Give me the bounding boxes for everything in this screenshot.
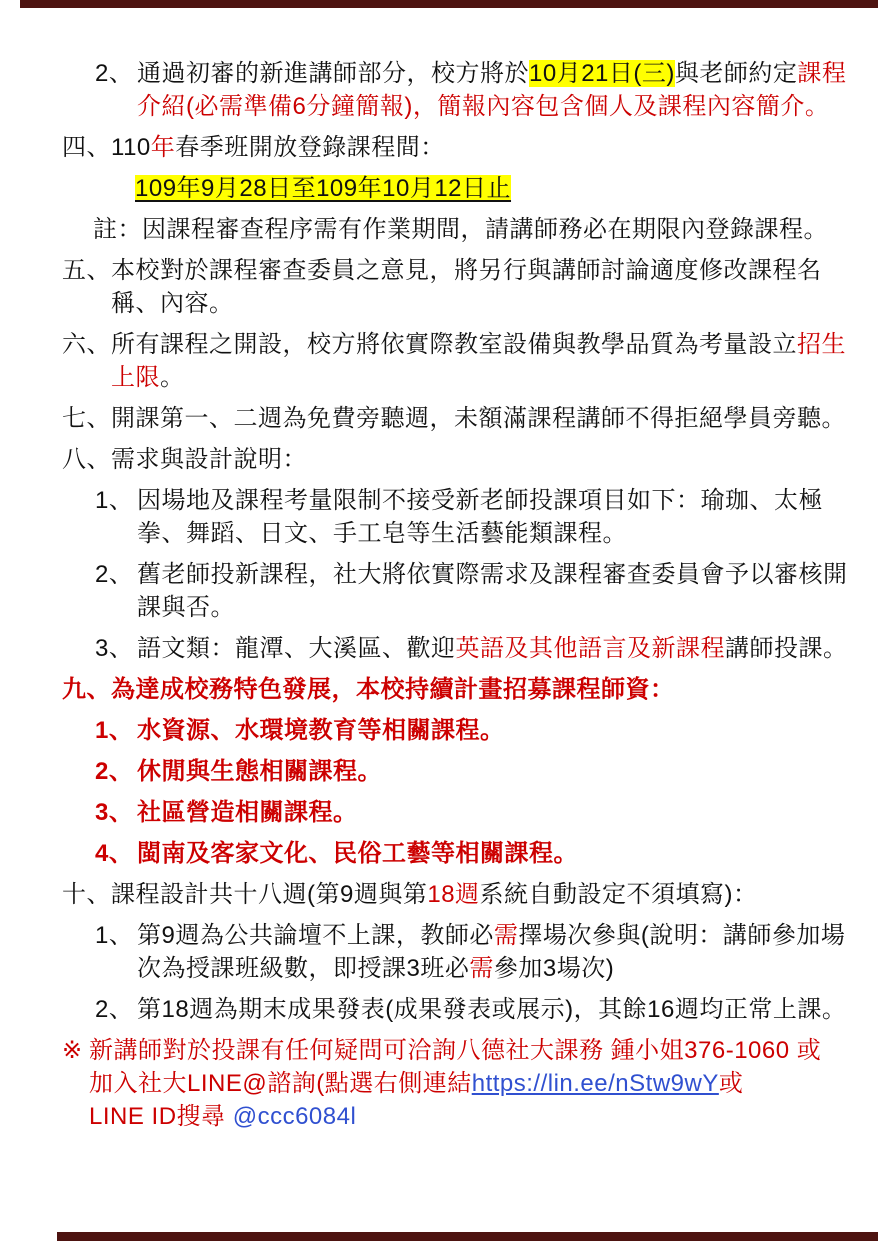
footnote-line-3 xyxy=(89,1100,864,1133)
item-4-number: 四、 xyxy=(62,134,111,161)
item-9-run-0: 為達成校務特色發展，本校持續計畫招募課程師資： xyxy=(111,676,675,703)
item-8-sub-2-number: 2、 xyxy=(95,561,134,588)
item-8-sub-1 xyxy=(62,484,864,550)
item-9-sub-1-number: 1、 xyxy=(95,717,134,744)
item-9-sub-4-number: 4、 xyxy=(95,840,134,867)
item-2-run-red: 課程介紹(必需準備6分鐘簡報)，簡報內容包含個人及課程內容簡介。 xyxy=(137,60,847,120)
item-5 xyxy=(62,254,864,320)
item-6-run-0: 所有課程之開設，校方將依實際教室設備與教學品質為考量設立 xyxy=(111,331,797,358)
item-7-text xyxy=(111,402,864,435)
item-8-sub-1-run-0: 因場地及課程考量限制不接受新老師投課項目如下：瑜珈、太極拳、舞蹈、日文、手工皂等生活藝能類課程。 xyxy=(137,487,823,547)
item-9-sub-3-text xyxy=(137,796,864,829)
item-6-text xyxy=(111,328,864,394)
item-4 xyxy=(62,131,864,164)
footnote-marker: ※ xyxy=(62,1037,83,1064)
item-10-run-2: 系統自動設定不須填寫)： xyxy=(479,881,758,908)
registration-period xyxy=(62,172,864,205)
footnote-line-2 xyxy=(89,1067,864,1100)
item-9-sub-2 xyxy=(62,755,864,788)
note-text: 註：因課程審查程序需有作業期間，請講師務必在期限內登錄課程。 xyxy=(93,216,828,243)
item-9-sub-1-text xyxy=(137,714,864,747)
item-10-sub-1-run-red-a: 需 xyxy=(493,922,519,949)
item-8-text xyxy=(111,443,864,476)
item-8-sub-1-text xyxy=(137,484,864,550)
document-body xyxy=(62,57,864,1141)
item-10-sub-2-run-0: 第18週為期末成果發表(成果發表或展示)，其餘16週均正常上課。 xyxy=(137,996,847,1023)
item-8-sub-3-text xyxy=(137,632,864,665)
item-2-number: 2、 xyxy=(95,60,134,87)
item-8-sub-3 xyxy=(62,632,864,665)
item-2-text xyxy=(137,57,864,123)
item-10-sub-2 xyxy=(62,993,864,1026)
item-5-number: 五、 xyxy=(62,257,111,284)
item-8-sub-1-number: 1、 xyxy=(95,487,134,514)
item-10-sub-1-run-4: 參加3場次) xyxy=(493,955,615,982)
item-5-text xyxy=(111,254,864,320)
item-2-date-highlight: 10月21日(三) xyxy=(529,60,675,87)
footnote xyxy=(62,1034,864,1133)
item-8-sub-3-run-red: 英語及其他語言及新課程 xyxy=(455,635,725,662)
item-8 xyxy=(62,443,864,476)
item-10-sub-1-text xyxy=(137,919,864,985)
footnote-line-2-tail: 或 xyxy=(718,1070,744,1097)
item-9-sub-1 xyxy=(62,714,864,747)
item-8-sub-3-number: 3、 xyxy=(95,635,134,662)
item-10-sub-1-run-0: 第9週為公共論壇不上課，教師必 xyxy=(137,922,494,949)
item-8-sub-3-run-2: 講師投課。 xyxy=(725,635,848,662)
item-9-sub-3-number: 3、 xyxy=(95,799,134,826)
item-10-sub-2-number: 2、 xyxy=(95,996,134,1023)
item-6-run-red: 招生上限 xyxy=(111,331,846,391)
item-10-run-red: 18週 xyxy=(427,881,480,908)
item-10-run-0: 課程設計共十八週(第9週與第 xyxy=(111,881,428,908)
footnote-line-3-text: LINE ID搜尋 xyxy=(89,1103,233,1130)
item-4-run-0: 110 xyxy=(111,134,151,161)
item-2-run-0: 通過初審的新進講師部分，校方將於 xyxy=(137,60,529,87)
item-4-text xyxy=(111,131,864,164)
item-5-run-0: 本校對於課程審查委員之意見，將另行與講師討論適度修改課程名稱、內容。 xyxy=(111,257,822,317)
item-9-number: 九、 xyxy=(62,676,111,703)
item-8-number: 八、 xyxy=(62,446,111,473)
item-6-run-2: 。 xyxy=(160,364,185,391)
item-8-sub-2-run-0: 舊老師投新課程，社大將依實際需求及課程審查委員會予以審核開課與否。 xyxy=(137,561,848,621)
item-9-sub-4-text xyxy=(137,837,864,870)
line-url-link[interactable]: https://lin.ee/nStw9wY xyxy=(471,1070,719,1097)
top-border-bar xyxy=(20,0,878,8)
item-7-number: 七、 xyxy=(62,405,111,432)
item-8-sub-2 xyxy=(62,558,864,624)
registration-period-highlight: 109年9月28日至109年10月12日止 xyxy=(135,175,512,202)
item-8-sub-3-run-0: 語文類：龍潭、大溪區、歡迎 xyxy=(137,635,456,662)
item-9-sub-2-text xyxy=(137,755,864,788)
note-line xyxy=(62,213,864,246)
item-9-sub-1-run-0: 水資源、水環境教育等相關課程。 xyxy=(137,717,505,744)
item-8-run-0: 需求與設計說明： xyxy=(111,446,307,473)
item-9-sub-4 xyxy=(62,837,864,870)
item-9-text xyxy=(111,673,864,706)
item-2-run-2: 與老師約定 xyxy=(674,60,798,87)
item-6-number: 六、 xyxy=(62,331,111,358)
item-10-sub-2-text xyxy=(137,993,864,1026)
footnote-text xyxy=(89,1034,864,1133)
footnote-line-1-text: 新講師對於投課有任何疑問可洽詢八德社大課務 鍾小姐376-1060 或 xyxy=(89,1037,822,1064)
item-9-sub-2-run-0: 休閒與生態相關課程。 xyxy=(137,758,382,785)
item-4-run-red: 年 xyxy=(150,134,176,161)
item-2 xyxy=(62,57,864,123)
item-8-sub-2-text xyxy=(137,558,864,624)
bottom-border-bar xyxy=(57,1232,878,1241)
item-10-sub-1-number: 1、 xyxy=(95,922,134,949)
item-10-number: 十、 xyxy=(62,881,111,908)
item-10-sub-1 xyxy=(62,919,864,985)
item-10-sub-1-run-2: 擇場次參與(說明：講師參加場次為授課班級數，即授課3班必 xyxy=(137,922,846,982)
item-10 xyxy=(62,878,864,911)
line-id-value: @ccc6084l xyxy=(232,1103,357,1130)
item-9-sub-3-run-0: 社區營造相關課程。 xyxy=(137,799,358,826)
item-9-sub-2-number: 2、 xyxy=(95,758,134,785)
footnote-line-1 xyxy=(89,1034,864,1067)
footnote-line-2-text: 加入社大LINE@諮詢(點選右側連結 xyxy=(89,1070,472,1097)
item-9-sub-3 xyxy=(62,796,864,829)
item-4-run-2: 春季班開放登錄課程間： xyxy=(175,134,445,161)
item-7 xyxy=(62,402,864,435)
item-10-sub-1-run-red-b: 需 xyxy=(469,955,494,982)
item-6 xyxy=(62,328,864,394)
item-9-sub-4-run-0: 閩南及客家文化、民俗工藝等相關課程。 xyxy=(137,840,578,867)
item-9 xyxy=(62,673,864,706)
item-10-text xyxy=(111,878,864,911)
item-7-run-0: 開課第一、二週為免費旁聽週，未額滿課程講師不得拒絕學員旁聽。 xyxy=(111,405,846,432)
